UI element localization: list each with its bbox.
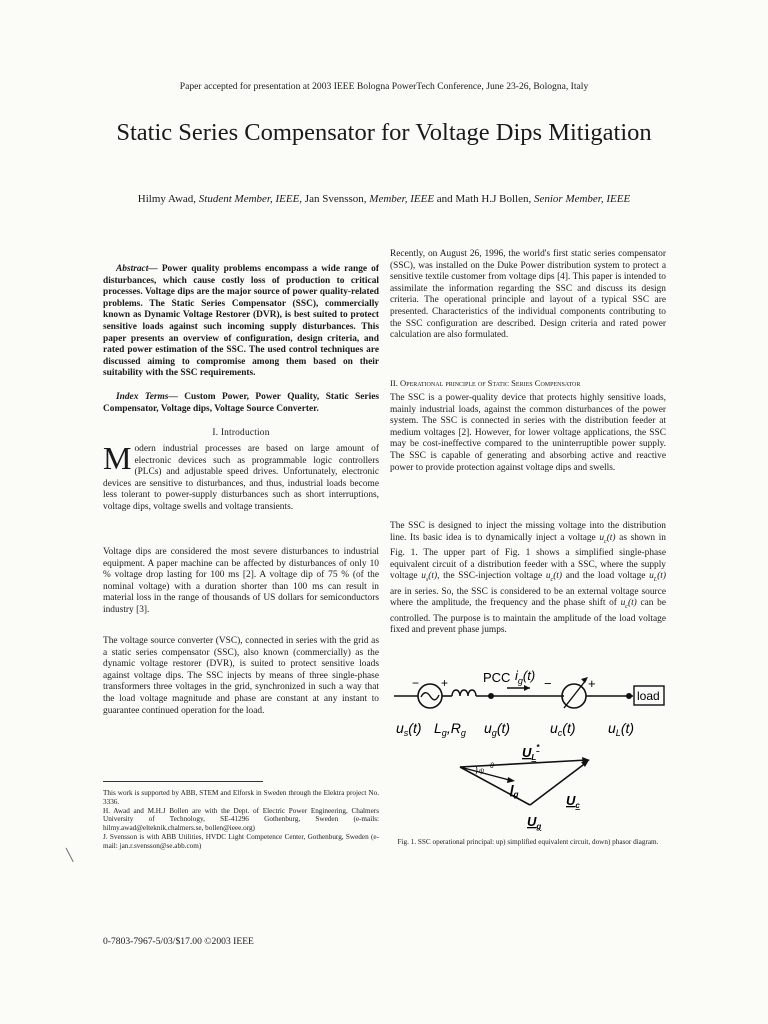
author-3-role: Senior Member, IEEE xyxy=(533,193,631,205)
index-terms-text: Custom Power, Power Quality, Static Series Compensator, Voltage dips, Voltage Source Converter. xyxy=(103,392,379,414)
var-uc: $u_c(t)$ xyxy=(599,532,616,545)
UL-label: $U_L^*$ xyxy=(522,743,540,762)
intro-paragraph-3: The voltage source converter (VSC), connected in series with the grid as a static series compensator (SSC), also known (commercially) as the dynamic voltage restorer (DVR), is suited to protect sensitive loads against voltage dips. The SSC injects by means of three single-phase transformers three voltages in the grid, synchronized in such a way that the load voltage magnitude and phase are constant at any instant to guarantee continued operation for the load. xyxy=(103,636,379,716)
right-paragraph-3 xyxy=(390,521,666,637)
footnote-3: J. Svensson is with ABB Utilities, HVDC Light Competence Center, Gothenburg, Sweden (e-mail: jan.r.svensson@se.abb.com) xyxy=(103,832,379,850)
section-2-heading: II. Operational principle of Static Series Compensator xyxy=(390,378,581,388)
p3-text-e: are in series. So, the SSC is considered to be an external voltage source where the amplitude, the frequency and the phase shift of xyxy=(390,586,666,609)
ig-label: $i_g(t)$ xyxy=(515,668,536,686)
intro-paragraph-1 xyxy=(103,440,379,514)
current-arrow xyxy=(524,685,530,691)
source-minus: − xyxy=(412,676,420,690)
author-2-role: Member, IEEE xyxy=(369,193,435,205)
lg-rg-label: $L_g,R_g$ xyxy=(434,720,466,738)
load-node xyxy=(626,693,632,699)
sine-icon xyxy=(421,693,439,700)
copyright-line: 0-7803-7967-5/03/$17.00 ©2003 IEEE xyxy=(103,936,254,947)
pcc-label: PCC xyxy=(483,670,511,685)
intro-paragraph-2: Voltage dips are considered the most severe disturbances to industrial equipment. A paper machine can be affected by disturbances of only 10 % voltage drop lasting for 100 ms [2]. A voltage dip of 75 % (of the nominal voltage) with a duration shorter than 100 ms can result in material loss in the range of thousands of US dollars for semiconductors industry [3]. xyxy=(103,547,379,615)
uc-plus: + xyxy=(588,676,596,691)
Uc-label: $U_c$ xyxy=(566,793,580,810)
Ig-label: $I_g$ xyxy=(510,782,519,799)
p3-text-b: as shown in Fig. 1. The upper part of Fig. 1 shows a simplified single-phase equivalent circuit of a distribution feeder with a SSC, where the supply voltage xyxy=(390,532,666,582)
var-uc-2: $u_c(t)$ xyxy=(545,571,563,584)
pcc-node xyxy=(488,693,494,699)
section-1-heading: I. Introduction xyxy=(212,428,270,438)
uc-label: $u_c(t)$ xyxy=(550,720,576,738)
p3-text-a: The SSC is designed to inject the missing voltage into the distribution line. Its basic idea is to dynamically inject a voltage xyxy=(390,521,666,543)
figure-1 xyxy=(390,660,680,840)
right-paragraph-1: Recently, on August 26, 1996, the world's first static series compensator (SSC), was installed on the Duke Power distribution system to protect a sensitive textile customer from voltage dips [4]. This paper is intended to assimilate the information regarding the SSC and discuss its design criteria. The operational principle and layout of a typical SSC are presented. Characteristics of the individual components contributing to the SSC configuration are described. Design criteria and rated power calculation are also formulated. xyxy=(390,249,666,341)
author-line xyxy=(130,192,638,206)
source-plus: + xyxy=(441,676,449,690)
psi-label: ψ xyxy=(479,768,485,775)
p3-text-f: can be controlled. The purpose is to maintain the amplitude of the load voltage fixed and prevent phase jumps. xyxy=(390,598,667,636)
var-us: $u_s(t)$ xyxy=(421,571,438,584)
author-3-name: and Math H.J Bollen, xyxy=(434,193,534,205)
index-terms xyxy=(103,392,379,415)
uc-minus: − xyxy=(544,676,552,691)
phasor-Ug xyxy=(460,767,530,805)
author-1-role: Student Member, IEEE xyxy=(198,193,300,205)
figure-caption: Fig. 1. SSC operational principal: up) simplified equivalent circuit, down) phasor diagram. xyxy=(397,838,659,846)
scan-mark: ╲ xyxy=(66,848,74,862)
phasor-UL xyxy=(460,760,587,767)
p3-text-d: and the load voltage xyxy=(562,571,650,582)
inductor-icon xyxy=(452,690,476,696)
p3-text-c: , the SSC-injection voltage xyxy=(437,571,546,582)
footnote-rule xyxy=(103,781,263,782)
ul-label: $u_L(t)$ xyxy=(608,720,635,738)
author-2-name: , Jan Svensson, xyxy=(299,193,370,205)
abstract xyxy=(103,264,379,380)
theta-label: θ xyxy=(490,763,494,770)
us-label: $u_s(t)$ xyxy=(396,720,422,738)
intro-p1-first: odern industrial processes are based on large amount of electronic devices such as programmable logic controllers (PLCs) and adjustable speed drives. xyxy=(134,444,379,478)
conference-header: Paper accepted for presentation at 2003 IEEE Bologna PowerTech Conference, June 23-26, Bologna, Italy xyxy=(179,81,589,92)
footnotes xyxy=(103,789,379,851)
ug-label: $u_g(t)$ xyxy=(484,720,511,738)
var-ul: $u_L(t)$ xyxy=(649,571,666,584)
author-1-name: Hilmy Awad, xyxy=(137,193,199,205)
Ug-label: $U_g$ xyxy=(527,814,542,831)
footnote-2: H. Awad and M.H.J Bollen are with the Dept. of Electric Power Engineering, Chalmers University of Technology, SE-41296 Gothenburg, Sweden (e-mails: hilmy.awad@elteknik.chalmers.se, bollen@ieee.org) xyxy=(103,806,379,833)
footnote-1: This work is supported by ABB, STEM and Elforsk in Sweden through the Elektra project No. 3336. xyxy=(103,789,379,806)
phasor-Ig xyxy=(460,767,513,781)
paper-title: Static Series Compensator for Voltage Dips Mitigation xyxy=(116,119,652,146)
drop-cap: M xyxy=(103,440,132,476)
phasor-Uc xyxy=(530,762,587,805)
var-uc-3: $u_c(t)$ xyxy=(620,598,637,611)
index-terms-label: Index Terms— xyxy=(116,392,178,402)
abstract-text: Power quality problems encompass a wide range of disturbances, which cause costly loss of production to critical processes. Voltage dips are the major source of power quality-related problems. The Static Series Compensator (SSC), commercially known as Dynamic Voltage Restorer (DVR), is best suited to protect sensitive loads against such incoming supply disturbances. This paper presents an overview of configuration, design criteria, and rated power estimation of the SSC. The used control techniques are discussed aiming to compromise among them based on their suitability with the SSC requirements. xyxy=(103,264,379,379)
abstract-label: Abstract— xyxy=(116,264,158,274)
right-paragraph-2: The SSC is a power-quality device that protects highly sensitive loads, mainly industrial loads, against the common disturbances of the power system. The SSC is connected in series with the distribution feeder at medium voltages [2]. However, for lower voltage applications, the SSC may be cost-ineffective compared to the uninterruptible power supply. The SSC is capable of generating and absorbing active and reactive power to provide protection against voltage dips and swells. xyxy=(390,393,666,473)
load-label: load xyxy=(637,689,660,703)
intro-p1-rest: Unfortunately, electronic devices are sensitive to disturbances, and thus, industrial loads become less tolerant to power-supply disturbances such as short interruptions, voltage dips, voltage swells and voltage transients. xyxy=(103,467,379,512)
